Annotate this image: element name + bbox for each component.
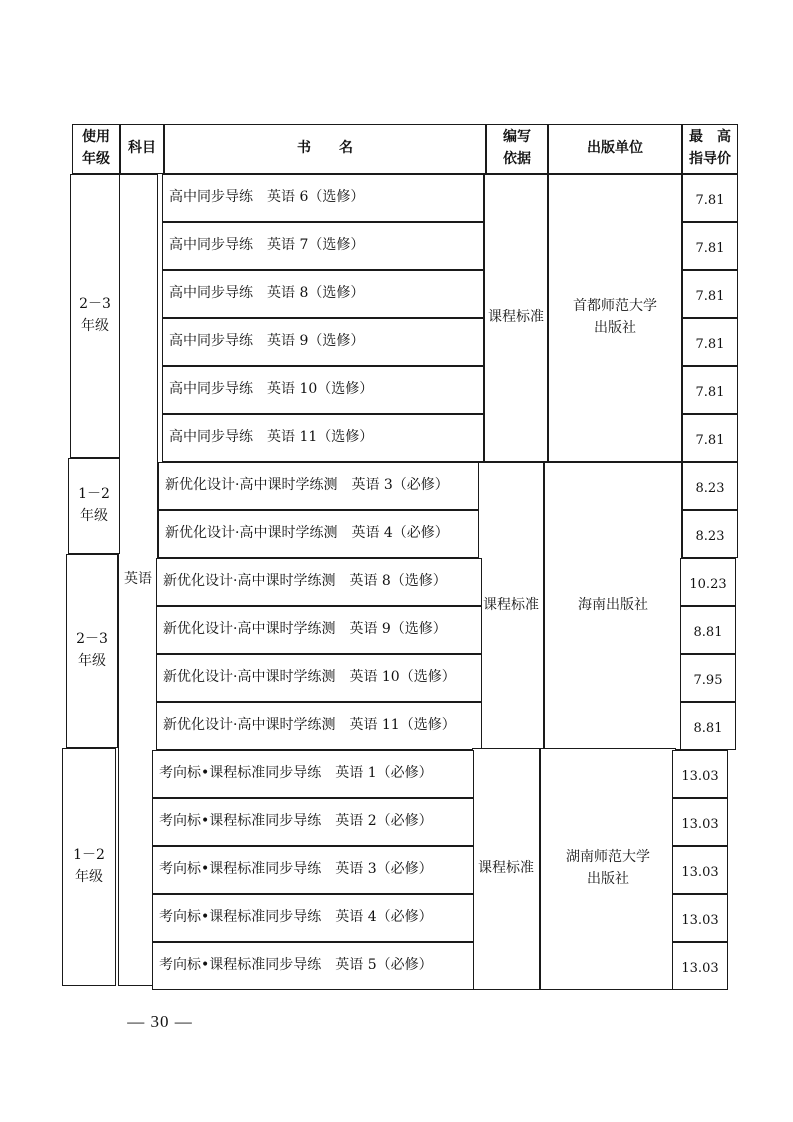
price-cell: 13.03 [672, 942, 728, 990]
price-cell: 13.03 [672, 846, 728, 894]
publisher-cell-group-2: 海南出版社 [544, 462, 682, 750]
book-title-row: 考向标•课程标准同步导练 英语 5（必修） [152, 942, 474, 990]
book-title-row: 考向标•课程标准同步导练 英语 2（必修） [152, 798, 474, 846]
header-price: 最 高 指导价 [682, 124, 738, 174]
price-cell: 7.81 [682, 222, 738, 270]
price-cell: 7.81 [682, 318, 738, 366]
header-book-title: 书名 [164, 124, 486, 174]
price-cell: 7.81 [682, 414, 738, 462]
price-cell: 8.81 [680, 606, 736, 654]
header-subject: 科目 [120, 124, 164, 174]
publisher-cell-group-1: 首都师范大学 出版社 [548, 174, 682, 462]
basis-cell-group-1: 课程标准 [484, 174, 548, 462]
price-cell: 7.81 [682, 174, 738, 222]
grade-cell-group-2: 1－2 年级 [68, 458, 120, 554]
price-cell: 8.23 [682, 510, 738, 558]
book-title-row: 高中同步导练 英语 9（选修） [162, 318, 484, 366]
book-title-row: 高中同步导练 英语 11（选修） [162, 414, 484, 462]
price-cell: 8.23 [682, 462, 738, 510]
book-title-row: 高中同步导练 英语 10（选修） [162, 366, 484, 414]
header-basis: 编写 依据 [486, 124, 548, 174]
grade-cell-group-3: 2－3 年级 [66, 554, 118, 748]
book-title-row: 新优化设计·高中课时学练测 英语 9（选修） [156, 606, 482, 654]
basis-cell-group-3: 课程标准 [472, 748, 540, 990]
book-title-row: 新优化设计·高中课时学练测 英语 4（必修） [158, 510, 484, 558]
price-cell: 7.81 [682, 270, 738, 318]
basis-cell-group-2: 课程标准 [478, 462, 544, 750]
price-cell: 13.03 [672, 894, 728, 942]
grade-cell-group-1: 2－3 年级 [70, 174, 120, 458]
header-publisher: 出版单位 [548, 124, 682, 174]
book-title-row: 高中同步导练 英语 7（选修） [162, 222, 484, 270]
book-title-row: 考向标•课程标准同步导练 英语 1（必修） [152, 750, 474, 798]
price-cell: 7.81 [682, 366, 738, 414]
book-title-row: 新优化设计·高中课时学练测 英语 3（必修） [158, 462, 484, 510]
book-title-row: 高中同步导练 英语 8（选修） [162, 270, 484, 318]
book-title-row: 高中同步导练 英语 6（选修） [162, 174, 484, 222]
book-title-row: 新优化设计·高中课时学练测 英语 11（选修） [156, 702, 482, 750]
book-title-row: 考向标•课程标准同步导练 英语 3（必修） [152, 846, 474, 894]
price-cell: 13.03 [672, 798, 728, 846]
book-title-row: 考向标•课程标准同步导练 英语 4（必修） [152, 894, 474, 942]
price-cell: 7.95 [680, 654, 736, 702]
price-cell: 13.03 [672, 750, 728, 798]
header-grade: 使用 年级 [72, 124, 120, 174]
subject-cell: 英语 [118, 174, 158, 986]
price-cell: 8.81 [680, 702, 736, 750]
page-number: — 30 — [127, 1012, 193, 1031]
grade-cell-group-4: 1－2 年级 [62, 748, 116, 986]
price-cell: 10.23 [680, 558, 736, 606]
publisher-cell-group-3: 湖南师范大学 出版社 [540, 748, 676, 990]
book-title-row: 新优化设计·高中课时学练测 英语 8（选修） [156, 558, 482, 606]
book-title-row: 新优化设计·高中课时学练测 英语 10（选修） [156, 654, 482, 702]
